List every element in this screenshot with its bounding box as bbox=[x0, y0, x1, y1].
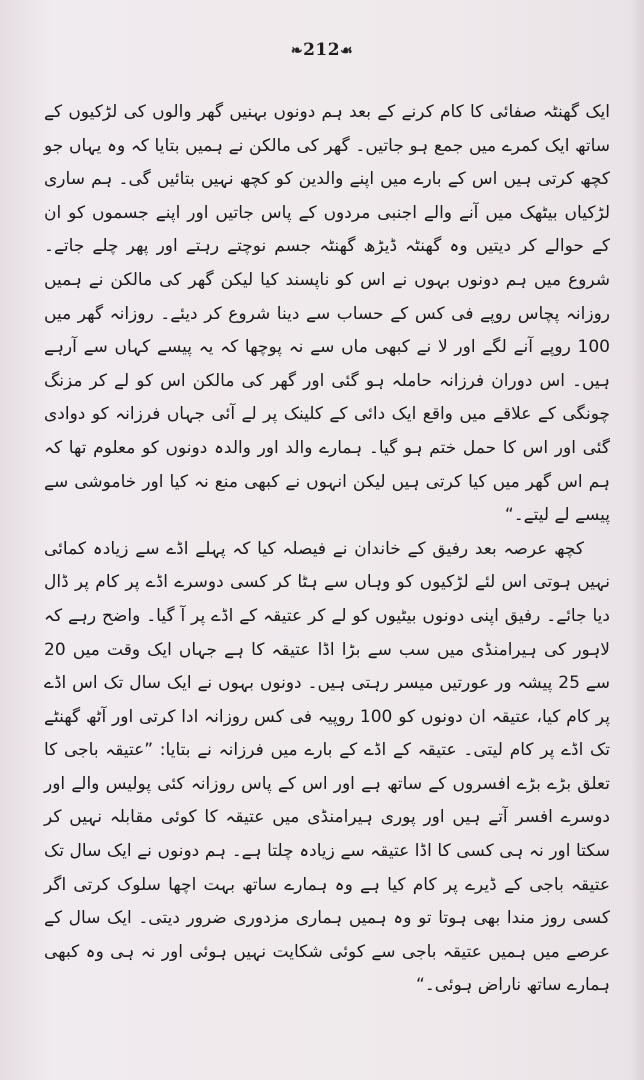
paragraph-2: کچھ عرصہ بعد رفیق کے خاندان نے فیصلہ کیا کہ پہلے اڈے سے زیادہ کمائی نہیں ہوتی اس لئے لڑکیوں کو وہاں سے ہٹا کر کسی دوسرے اڈے پر کام پر ڈال دیا جائے۔ رفیق اپنی دونوں بیٹیوں کو لے کر عتیقہ کے اڈے پر آ گیا۔ واضح رہے کہ لاہور کی ہیرامنڈی میں سب سے بڑا اڈا عتیقہ کا ہے جہاں ایک وقت میں 20 سے 25 پیشہ ور عورتیں میسر رہتی ہیں۔ دونوں بہوں نے ایک سال تک اس اڈے پر کام کیا، عتیقہ ان دونوں کو 100 روپیہ فی کس روزانہ ادا کرتی اور آٹھ گھنٹے تک اڈے پر کام لیتی۔ عتیقہ کے اڈے کے بارے میں فرزانہ نے بتایا: ”عتیقہ باجی کا تعلق بڑے بڑے افسروں کے ساتھ ہے اور اس کے پاس روزانہ کئی پولیس والے اور دوسرے افسر آتے ہیں اور پوری ہیرامنڈی میں عتیقہ کا کوئی مقابلہ نہیں کر سکتا اور نہ ہی کسی کا اڈا عتیقہ سے زیادہ چلتا ہے۔ ہم دونوں نے ایک سال تک عتیقہ باجی کے ڈیرے پر کام کیا ہے وہ ہمارے ساتھ بہت اچھا سلوک کرتی اگر کسی روز مندا بھی ہوتا تو وہ ہمیں ہماری مزدوری ضرور دیتی۔ ایک سال کے عرصے میں ہمیں عتیقہ باجی سے کوئی شکایت نہیں ہوئی اور نہ ہی وہ کبھی ہمارے ساتھ ناراض ہوئی۔“ bbox=[44, 538, 611, 996]
ornament-left-icon: ❧ bbox=[290, 43, 304, 59]
page-number bbox=[0, 40, 644, 60]
body-text bbox=[44, 96, 610, 1003]
page-edge-shadow bbox=[630, 0, 644, 1080]
ornament-right-icon: ☙ bbox=[340, 43, 354, 59]
paragraph-1: ایک گھنٹہ صفائی کا کام کرنے کے بعد ہم دونوں بہنیں گھر والوں کی لڑکیوں کے ساتھ ایک کمرے میں جمع ہو جاتیں۔ گھر کی مالکن نے ہمیں بتایا کہ وہ یہاں جو کچھ کرتی ہیں اس کے بارے میں اپنے والدین کو کچھ نہیں بتائیں گی۔ ہم ساری لڑکیاں بیٹھک میں آنے والے اجنبی مردوں کے پاس جاتیں اور اپنے جسموں کو ان کے حوالے کر دیتیں وہ گھنٹہ ڈیڑھ گھنٹہ جسم نوچتے رہتے اور پھر چلے جاتے۔ شروع میں ہم دونوں بہوں نے اس کو ناپسند کیا لیکن گھر کی مالکن نے ہمیں روزانہ پچاس روپے فی کس کے حساب سے دینا شروع کر دیئے۔ روزانہ گھر میں 100 روپے آنے لگے اور لا نے کبھی ماں سے نہ پوچھا کہ یہ پیسے کہاں سے آرہے ہیں۔ اس دوران فرزانہ حاملہ ہو گئی اور گھر کی مالکن اس کو لے کر مزنگ چونگی کے علاقے میں واقع ایک دائی کے کلینک پر لے آئی جہاں فرزانہ کو دوادی گئی اور اس کا حمل ختم ہو گیا۔ ہمارے والد اور والدہ دونوں کو معلوم تھا کہ ہم اس گھر میں کیا کرتی ہیں لیکن انہوں نے کبھی منع نہ کیا اور خاموشی سے پیسے لے لیتے۔“ bbox=[44, 102, 610, 526]
page-number-text: 212 bbox=[303, 40, 341, 60]
